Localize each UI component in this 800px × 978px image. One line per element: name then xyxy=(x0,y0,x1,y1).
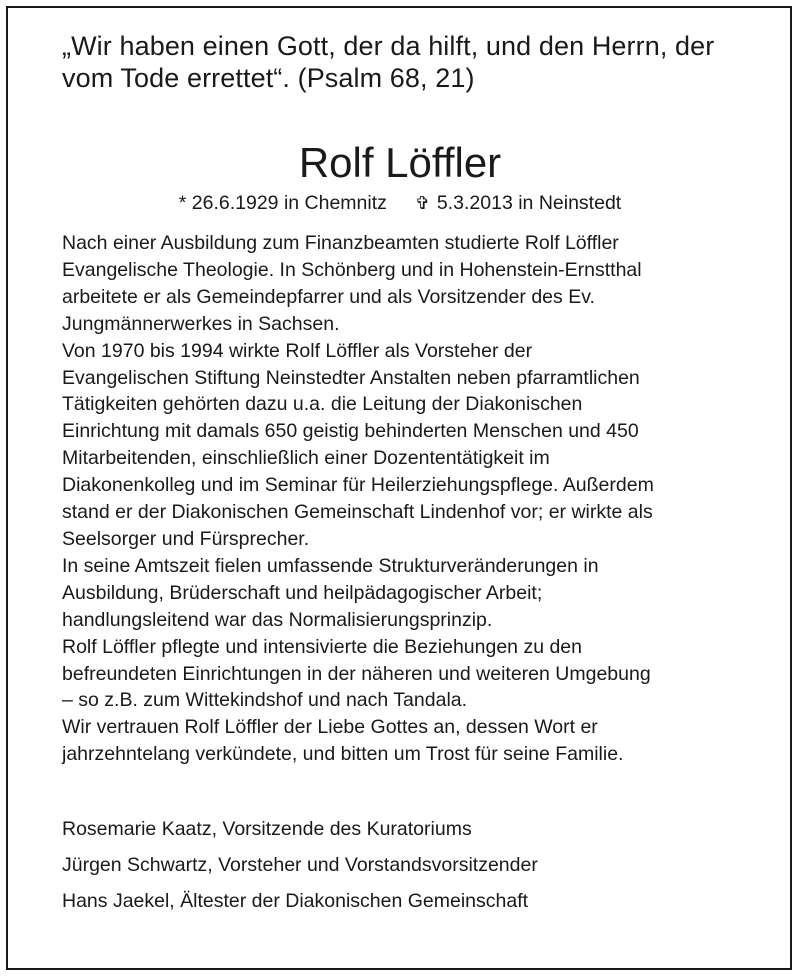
biography-line: Tätigkeiten gehörten dazu u.a. die Leitung der Diakonischen xyxy=(62,393,583,416)
biography-line: Diakonenkolleg und im Seminar für Heilerziehungspflege. Außerdem xyxy=(62,474,654,497)
biography-line: Ausbildung, Brüderschaft und heilpädagogischer Arbeit; xyxy=(62,581,543,604)
biography-line: Nach einer Ausbildung zum Finanzbeamten studierte Rolf Löffler xyxy=(62,232,619,254)
death-date: 5.3.2013 in Neinstedt xyxy=(436,192,622,214)
signatory-line: Jürgen Schwartz, Vorsteher und Vorstandsvorsitzender xyxy=(62,854,538,876)
biography-line: Wir vertrauen Rolf Löffler der Liebe Gottes an, dessen Wort er xyxy=(62,716,598,739)
biography-line: Jungmännerwerkes in Sachsen. xyxy=(62,312,340,335)
verse-line: „Wir haben einen Gott, der da hilft, und den Herrn, der xyxy=(62,31,715,61)
biography-line: arbeitete er als Gemeindepfarrer und als Vorsitzender des Ev. xyxy=(62,285,595,308)
biography-line: – so z.B. zum Wittekindshof und nach Tandala. xyxy=(62,689,468,712)
biography-line: stand er der Diakonischen Gemeinschaft Lindenhof vor; er wirkte als xyxy=(62,501,653,524)
biography-line: befreundeten Einrichtungen in der näheren und weiteren Umgebung xyxy=(62,662,651,685)
cross-icon: ✞ xyxy=(414,193,430,213)
signatories xyxy=(62,811,762,919)
verse-line: vom Tode errettet“. (Psalm 68, 21) xyxy=(62,63,475,93)
bible-verse xyxy=(62,30,752,94)
biography-text xyxy=(62,230,762,768)
biography-line: Seelsorger und Fürsprecher. xyxy=(62,527,310,550)
deceased-name: Rolf Löffler xyxy=(298,139,502,186)
life-dates xyxy=(0,191,800,215)
biography-line: In seine Amtszeit fielen umfassende Strukturveränderungen in xyxy=(62,554,599,577)
birth-date: * 26.6.1929 in Chemnitz xyxy=(178,192,387,214)
biography-line: Mitarbeitenden, einschließlich einer Dozententätigkeit im xyxy=(62,447,550,470)
biography-line: Rolf Löffler pflegte und intensivierte die Beziehungen zu den xyxy=(62,635,582,658)
signatory-line: Rosemarie Kaatz, Vorsitzende des Kuratoriums xyxy=(62,818,472,840)
biography-line: jahrzehntelang verkündete, und bitten um Trost für seine Familie. xyxy=(62,743,624,766)
biography-line: Einrichtung mit damals 650 geistig behinderten Menschen und 450 xyxy=(62,420,639,443)
biography-line: handlungsleitend war das Normalisierungsprinzip. xyxy=(62,608,493,631)
biography-line: Evangelische Theologie. In Schönberg und in Hohenstein-Ernstthal xyxy=(62,258,642,281)
biography-line: Evangelischen Stiftung Neinstedter Anstalten neben pfarramtlichen xyxy=(62,366,640,389)
signatory-line: Hans Jaekel, Ältester der Diakonischen Gemeinschaft xyxy=(62,890,529,912)
biography-line: Von 1970 bis 1994 wirkte Rolf Löffler als Vorsteher der xyxy=(62,339,533,362)
